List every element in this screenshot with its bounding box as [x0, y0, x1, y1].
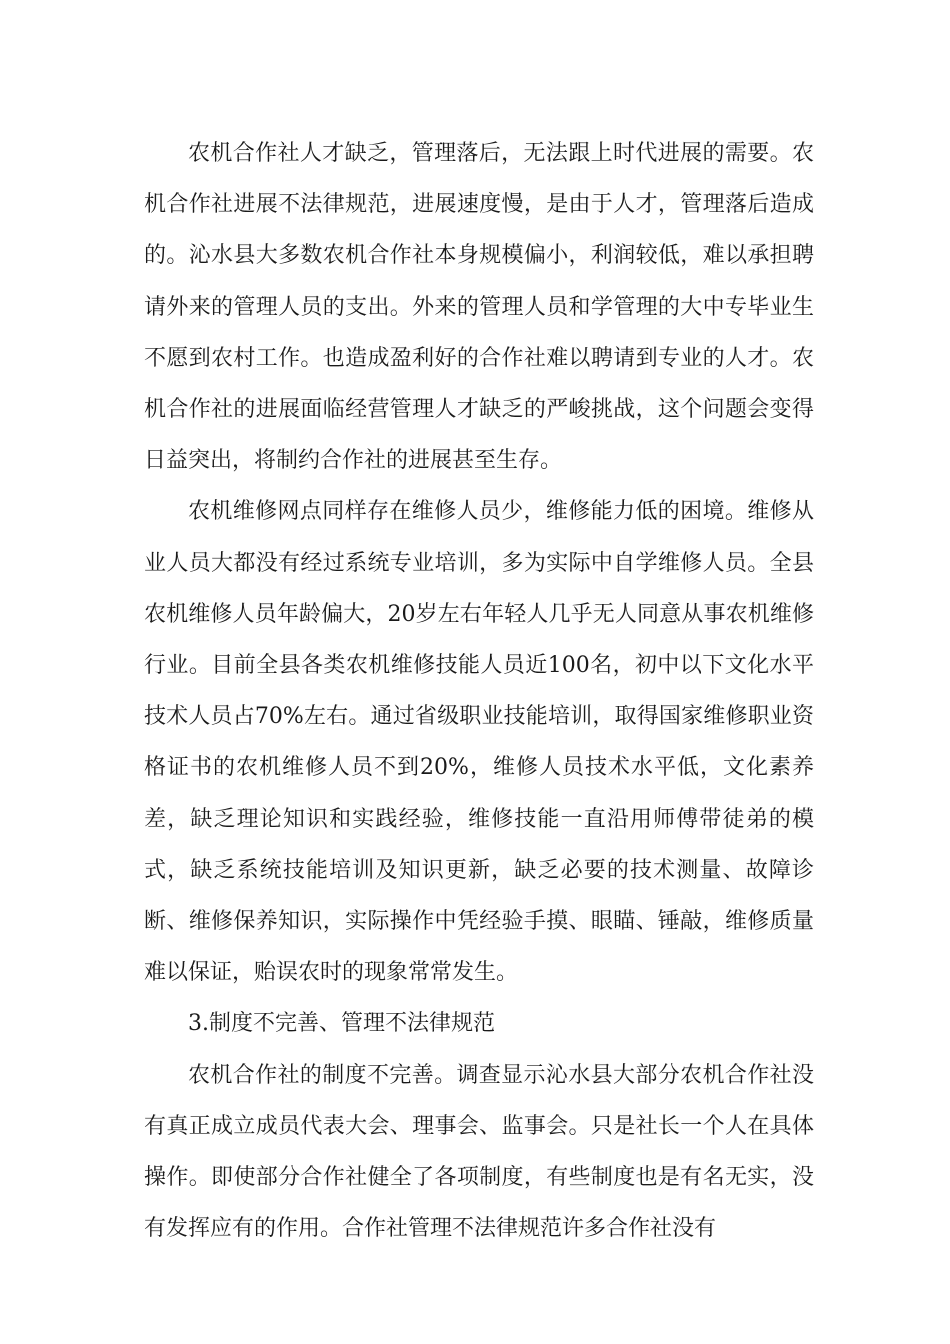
paragraph-system-imperfect: 农机合作社的制度不完善。调查显示沁水县大部分农机合作社没有真正成立成员代表大会、理事会、监事会。只是社长一个人在具体操作。即使部分合作社健全了各项制度，有些制度也是有名无实，没有发挥应有的作用。合作社管理不法律规范许多合作社没有: [144, 1062, 814, 1242]
body-text: [144, 128, 814, 1254]
paragraph-talent-shortage: 农机合作社人才缺乏，管理落后，无法跟上时代进展的需要。农机合作社进展不法律规范，进展速度慢，是由于人才，管理落后造成的。沁水县大多数农机合作社本身规模偏小，利润较低，难以承担聘请外来的管理人员的支出。外来的管理人员和学管理的大中专毕业生不愿到农村工作。也造成盈利好的合作社难以聘请到专业的人才。农机合作社的进展面临经营管理人才缺乏的严峻挑战，这个问题会变得日益突出，将制约合作社的进展甚至生存。: [144, 141, 814, 474]
section-heading: 3.制度不完善、管理不法律规范: [188, 1011, 495, 1037]
paragraph-repair-network: 农机维修网点同样存在维修人员少，维修能力低的困境。维修从业人员大都没有经过系统专业培训，多为实际中自学维修人员。全县农机维修人员年龄偏大，20岁左右年轻人几乎无人同意从事农机维修行业。目前全县各类农机维修技能人员近100名，初中以下文化水平技术人员占70%左右。通过省级职业技能培训，取得国家维修职业资格证书的农机维修人员不到20%，维修人员技术水平低，文化素养差，缺乏理论知识和实践经验，维修技能一直沿用师傅带徒弟的模式，缺乏系统技能培训及知识更新，缺乏必要的技术测量、故障诊断、维修保养知识，实际操作中凭经验手摸、眼瞄、锤敲，维修质量难以保证，贻误农时的现象常常发生。: [144, 499, 814, 986]
